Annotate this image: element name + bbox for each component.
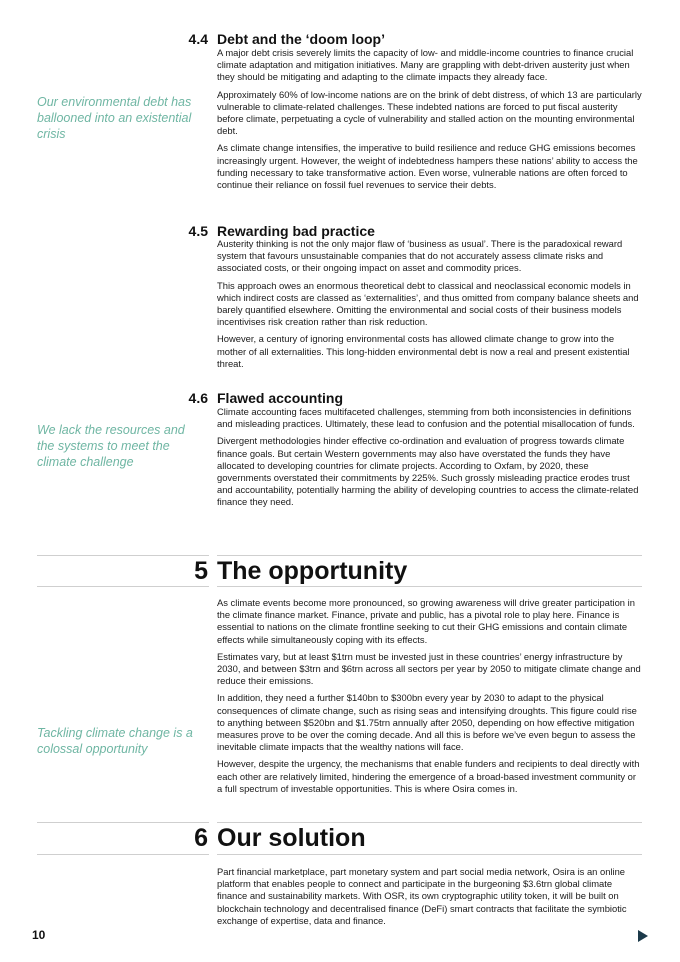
- divider: [37, 555, 209, 556]
- paragraph: However, despite the urgency, the mechanisms that enable funders and recipients to deal directly with each other are relatively limited, hindering the emergence of a broad-based investment community or a full spectrum of investable opportunities. This is where Osira comes in.: [217, 758, 640, 794]
- section-heading: Flawed accounting: [217, 390, 344, 406]
- section-number: 4.6: [188, 390, 208, 406]
- section-number: 4.4: [188, 31, 208, 47]
- divider: [37, 586, 209, 587]
- paragraph: Part financial marketplace, part monetary system and part social media network, Osira is an online platform that enables people to connect and participate in the burgeoning $3.6trn global climate finance and sustainability markets. With OSR, its own cryptographic utility token, it will be built on blockchain technology and decentralised finance (DeFi) smart contracts that facilitate the symbiotic exchange of expertise, data and finance.: [217, 866, 627, 926]
- paragraph: Divergent methodologies hinder effective co-ordination and evaluation of progress towards climate finance goals. But certain Western governments may also have overstated the funds they have allocated to developing countries for climate projects. According to Oxfam, by 2020, these governments overstated their commitments by 225%. Such grossly misleading practice erodes trust and accountability, potentially harming the ability of developing countries to access the climate-related finance they need.: [217, 435, 639, 508]
- chapter-number: 6: [194, 824, 208, 852]
- chapter-number: 5: [194, 557, 208, 585]
- section-number: 4.5: [188, 223, 208, 239]
- paragraph: Climate accounting faces multifaceted challenges, stemming from both inconsistencies in definitions and misleading practices. Ultimately, these lead to confusion and the potential misallocation of funds.: [217, 406, 635, 430]
- divider: [37, 822, 209, 823]
- divider: [217, 586, 642, 587]
- page-number: 10: [32, 928, 46, 942]
- section-heading: Debt and the ‘doom loop’: [217, 31, 385, 47]
- section-body: [217, 406, 642, 514]
- chapter-body: [217, 866, 642, 932]
- paragraph: In addition, they need a further $140bn to $300bn every year by 2030 to adapt to the physical consequences of climate change, such as rising seas and intensifying droughts. This figure could rise to anything between $520bn and $1.75trn annually after 2050, depending on how effective mitigation measures prove to be over the coming decade. And all this is before we’ve even begun to assess the inevitable climate impacts that the wealthy nations will face.: [217, 692, 637, 753]
- paragraph: Approximately 60% of low-income nations are on the brink of debt distress, of which 13 are particularly vulnerable to climate-related challenges. These indebted nations are forced to put fiscal austerity before climate, perpetuating a cycle of vulnerability and stalled action on the mounting environmental debt.: [217, 88, 642, 137]
- chapter-heading: Our solution: [217, 824, 366, 852]
- paragraph: Austerity thinking is not the only major flaw of ‘business as usual’. There is the paradoxical reward system that favours unsustainable companies that do not accurately assess climate risks and associated costs, or their ongoing impact on asset and commodity prices.: [217, 238, 623, 274]
- paragraph: However, a century of ignoring environmental costs has allowed climate change to grow into the mother of all externalities. This long-hidden environmental debt is now a real and present existential threat.: [217, 333, 630, 369]
- pull-quote-lack-resources: We lack the resources and the systems to meet the climate challenge: [37, 423, 185, 469]
- chapter-body: [217, 597, 642, 800]
- paragraph: Estimates vary, but at least $1trn must be invested just in these countries’ energy infrastructure by 2030, and between $3trn and $6trn across all sectors per year by 2050 to mitigate climate change and reduce their emissions.: [217, 650, 641, 687]
- pull-quote-environmental-debt: Our environmental debt has ballooned into an existential crisis: [37, 95, 192, 141]
- paragraph: As climate change intensifies, the imperative to build resilience and reduce GHG emissions becomes increasingly urgent. However, the weight of indebtedness hampers these nations’ ability to access the funding necessary to take transformative action. Even worse, vulnerable nations are often forced to continue their reliance on fossil fuel revenues to service their debts.: [217, 142, 638, 191]
- paragraph: A major debt crisis severely limits the capacity of low- and middle-income countries to finance crucial climate adaptation and mitigation initiatives. Many are grappling with debt-driven austerity just when they should be mitigating and adapting to the climate impacts they already face.: [217, 47, 634, 83]
- divider: [37, 854, 209, 855]
- chapter-heading: The opportunity: [217, 557, 408, 585]
- pull-quote-colossal-opportunity: Tackling climate change is a colossal opportunity: [37, 726, 193, 756]
- section-body: [217, 238, 642, 375]
- section-body: [217, 47, 642, 196]
- divider: [217, 854, 642, 855]
- paragraph: This approach owes an enormous theoretical debt to classical and neoclassical economic models in which indirect costs are classed as ‘externalities’, and thus omitted from company balance sheets and barely quantified elsewhere. Omitting the environmental and social costs of their business models incentivises risk creation rather than risk reduction.: [217, 279, 639, 328]
- paragraph: As climate events become more pronounced, so growing awareness will drive greater participation in the climate finance market. Finance, private and public, has a pivotal role to play here. Finance is essential to nations on the climate frontline seeking to cut their GHG emissions and contain climate effects while simultaneously coping with its effects.: [217, 597, 635, 645]
- next-page-arrow-icon[interactable]: [638, 930, 648, 942]
- section-heading: Rewarding bad practice: [217, 223, 375, 239]
